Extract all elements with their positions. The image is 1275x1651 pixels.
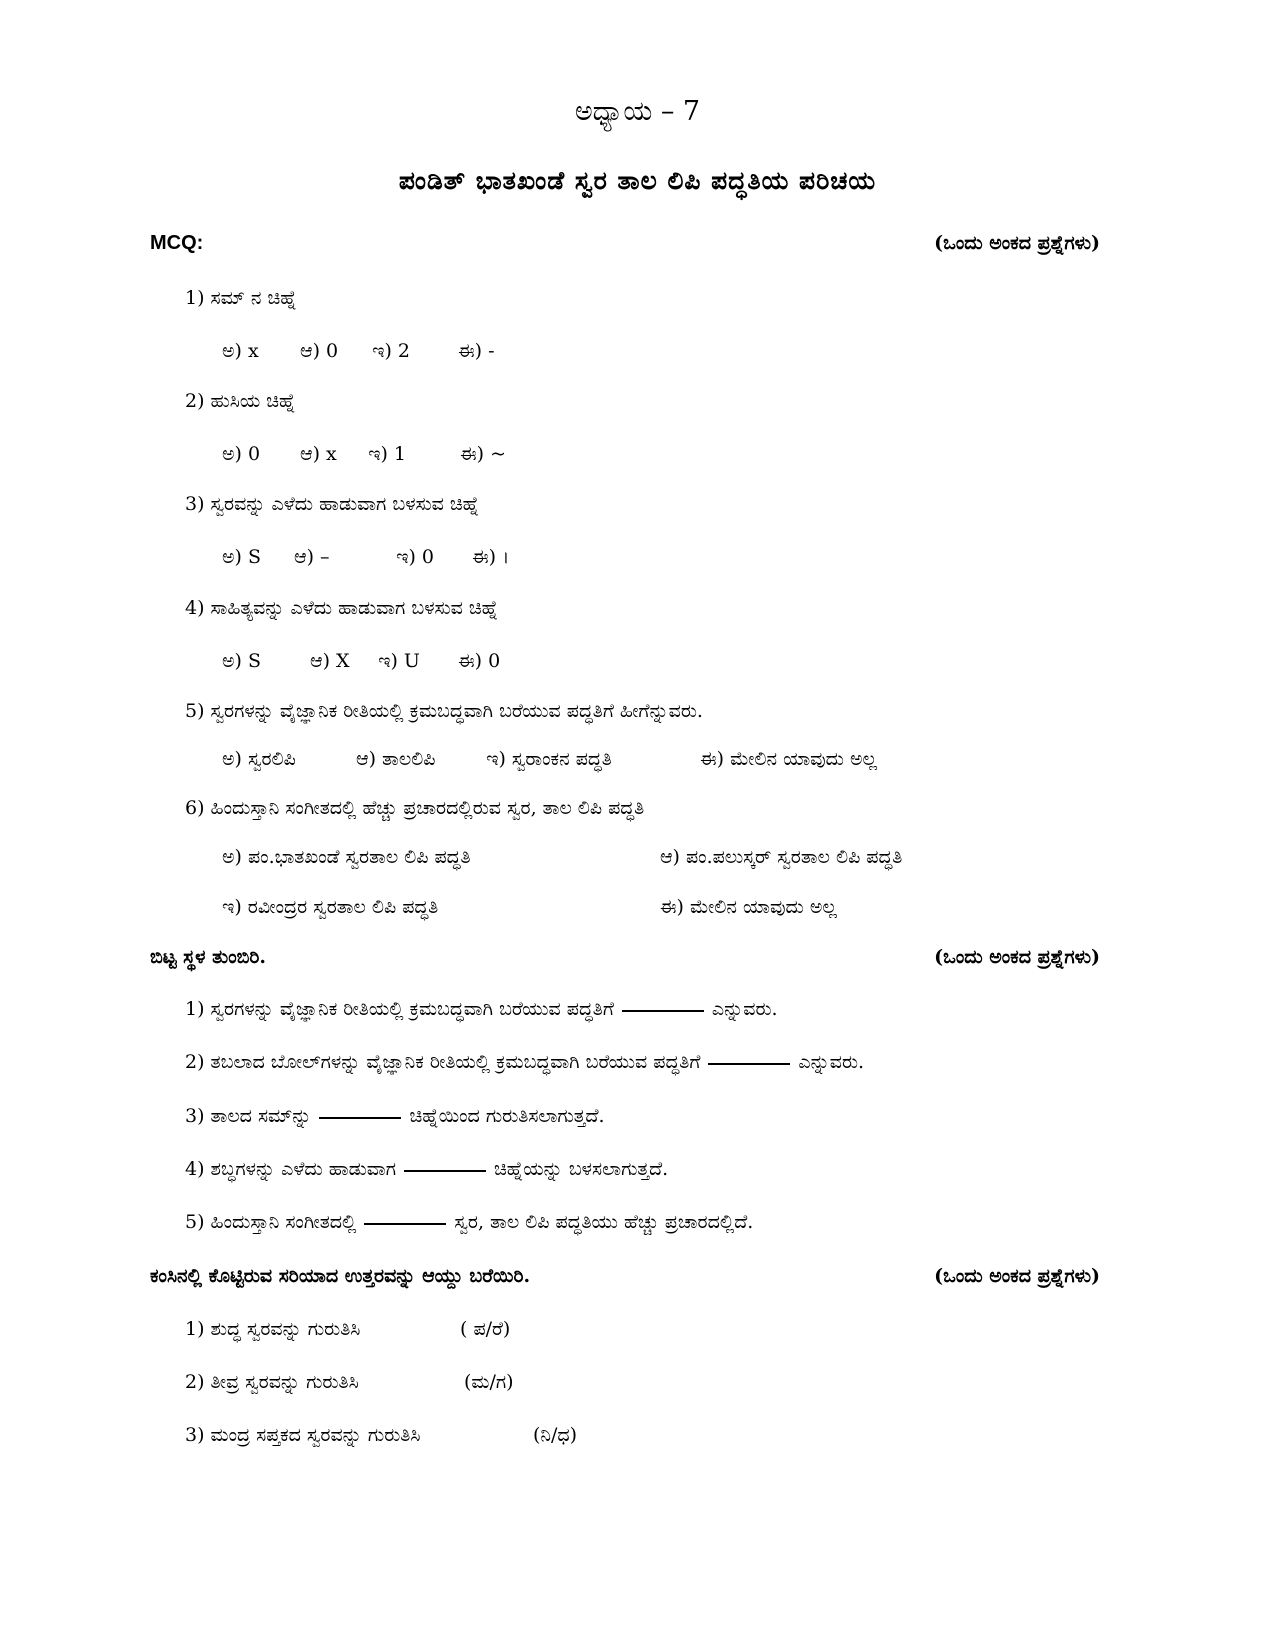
blank-line (708, 1062, 790, 1065)
option: ಇ) ಸ್ವರಾಂಕನ ಪದ್ಧತಿ (486, 748, 612, 770)
option: ಆ) 0 (300, 340, 339, 362)
fill-item-1 (185, 998, 778, 1020)
option: ಈ) ಮೇಲಿನ ಯಾವುದು ಅಲ್ಲ (660, 896, 837, 918)
option: ಈ) ~ (460, 443, 507, 465)
mcq-question-2: 2) ಹುಸಿಯ ಚಿಹ್ನೆ (185, 390, 296, 412)
option: ಆ) ಪಂ.ಪಲುಸ್ಕರ್ ಸ್ವರತಾಲ ಲಿಪಿ ಪದ್ಧತಿ (660, 846, 903, 868)
fill-text: 2) ತಬಲಾದ ಬೋಲ್‌ಗಳನ್ನು ವೈಜ್ಞಾನಿಕ ರೀತಿಯಲ್ಲಿ ಕ್ರಮಬದ್ಧವಾಗಿ ಬರೆಯುವ ಪದ್ಧತಿಗೆ (185, 1051, 701, 1073)
option: ಅ) ಸ್ವರಲಿಪಿ (222, 748, 296, 770)
option: ಅ) ಪಂ.ಭಾತಖಂಡೆ ಸ್ವರತಾಲ ಲಿಪಿ ಪದ್ಧತಿ (222, 846, 471, 868)
fill-text: 3) ತಾಲದ ಸಮ್‌ನ್ನು (185, 1105, 312, 1127)
fill-text: 4) ಶಬ್ಧಗಳನ್ನು ಎಳೆದು ಹಾಡುವಾಗ (185, 1158, 396, 1180)
mcq-options-1 (222, 340, 495, 362)
mcq-question-4: 4) ಸಾಹಿತ್ಯವನ್ನು ಎಳೆದು ಹಾಡುವಾಗ ಬಳಸುವ ಚಿಹ್ನೆ (185, 597, 499, 619)
fill-blanks-heading: ಬಿಟ್ಟ ಸ್ಥಳ ತುಂಬಿರಿ. (150, 946, 267, 968)
fill-item-4 (185, 1158, 668, 1180)
option: ಅ) 0 (222, 443, 261, 465)
chapter-heading: ಅಧ್ಯಾಯ – 7 (574, 96, 701, 127)
option: ಇ) 2 (372, 340, 410, 362)
option: ಈ) - (458, 340, 495, 362)
fill-text: ಚಿಹ್ನೆಯಿಂದ ಗುರುತಿಸಲಾಗುತ್ತದೆ. (409, 1105, 605, 1127)
mcq-options-4 (222, 650, 500, 672)
marks-label-fill: (ಒಂದು ಅಂಕದ ಪ್ರಶ್ನೆಗಳು) (934, 946, 1100, 968)
fill-item-5 (185, 1211, 753, 1233)
page-title: ಪಂಡಿತ್ ಭಾತಖಂಡೆ ಸ್ವರ ತಾಲ ಲಿಪಿ ಪದ್ಧತಿಯ ಪರಿಚಯ (398, 166, 877, 195)
fill-text: ಚಿಹ್ನೆಯನ್ನು ಬಳಸಲಾಗುತ್ತದೆ. (494, 1158, 669, 1180)
option: ಈ) 0 (458, 650, 501, 672)
choose-choices-2: (ಮ/ಗ) (464, 1371, 514, 1393)
mcq-options-2 (222, 443, 506, 465)
option: ಅ) S (222, 650, 261, 672)
fill-text: ಸ್ವರ, ತಾಲ ಲಿಪಿ ಪದ್ಧತಿಯು ಹೆಚ್ಚು ಪ್ರಚಾರದಲ್ಲಿದೆ. (454, 1211, 754, 1233)
option: ಇ) ರವೀಂದ್ರರ ಸ್ವರತಾಲ ಲಿಪಿ ಪದ್ಧತಿ (222, 896, 439, 918)
option: ಇ) 0 (396, 546, 434, 568)
option: ಈ) । (472, 546, 510, 568)
option: ಇ) U (378, 650, 420, 672)
blank-line (622, 1009, 704, 1012)
option: ಇ) 1 (368, 443, 406, 465)
mcq-heading: MCQ: (150, 232, 204, 254)
choose-choices-3: (ನಿ/ಧ) (533, 1424, 578, 1446)
mcq-question-6: 6) ಹಿಂದುಸ್ತಾನಿ ಸಂಗೀತದಲ್ಲಿ ಹೆಚ್ಚು ಪ್ರಚಾರದಲ್ಲಿರುವ ಸ್ವರ, ತಾಲ ಲಿಪಿ ಪದ್ಧತಿ (185, 797, 645, 819)
fill-item-3 (185, 1105, 605, 1127)
choose-question-1: 1) ಶುದ್ಧ ಸ್ವರವನ್ನು ಗುರುತಿಸಿ (185, 1318, 361, 1340)
option: ಅ) S (222, 546, 261, 568)
blank-line (404, 1169, 486, 1172)
option: ಆ) ತಾಲಲಿಪಿ (356, 748, 436, 770)
choose-question-2: 2) ತೀವ್ರ ಸ್ವರವನ್ನು ಗುರುತಿಸಿ (185, 1371, 359, 1393)
fill-text: 5) ಹಿಂದುಸ್ತಾನಿ ಸಂಗೀತದಲ್ಲಿ (185, 1211, 357, 1233)
choose-heading: ಕಂಸಿನಲ್ಲಿ ಕೊಟ್ಟಿರುವ ಸರಿಯಾದ ಉತ್ತರವನ್ನು ಆಯ್ದು ಬರೆಯಿರಿ. (150, 1265, 531, 1287)
mcq-question-1: 1) ಸಮ್ ನ ಚಿಹ್ನೆ (185, 287, 297, 309)
marks-label-mcq: (ಒಂದು ಅಂಕದ ಪ್ರಶ್ನೆಗಳು) (934, 232, 1100, 254)
choose-question-3: 3) ಮಂದ್ರ ಸಪ್ತಕದ ಸ್ವರವನ್ನು ಗುರುತಿಸಿ (185, 1424, 421, 1446)
option: ಆ) x (300, 443, 337, 465)
option: ಈ) ಮೇಲಿನ ಯಾವುದು ಅಲ್ಲ (700, 748, 878, 770)
mcq-question-5: 5) ಸ್ವರಗಳನ್ನು ವೈಜ್ಞಾನಿಕ ರೀತಿಯಲ್ಲಿ ಕ್ರಮಬದ್ಧವಾಗಿ ಬರೆಯುವ ಪದ್ಧತಿಗೆ ಹೀಗೆನ್ನುವರು. (185, 700, 703, 722)
option: ಆ) X (310, 650, 350, 672)
marks-label-choose: (ಒಂದು ಅಂಕದ ಪ್ರಶ್ನೆಗಳು) (934, 1265, 1100, 1287)
fill-text: 1) ಸ್ವರಗಳನ್ನು ವೈಜ್ಞಾನಿಕ ರೀತಿಯಲ್ಲಿ ಕ್ರಮಬದ್ಧವಾಗಿ ಬರೆಯುವ ಪದ್ಧತಿಗೆ (185, 998, 614, 1020)
choose-choices-1: ( ಪ/ರೆ) (460, 1318, 511, 1340)
blank-line (319, 1116, 401, 1119)
mcq-question-3: 3) ಸ್ವರವನ್ನು ಎಳೆದು ಹಾಡುವಾಗ ಬಳಸುವ ಚಿಹ್ನೆ (185, 493, 480, 515)
fill-text: ಎನ್ನುವರು. (711, 998, 778, 1020)
fill-item-2 (185, 1051, 864, 1073)
option: ಅ) x (222, 340, 259, 362)
fill-text: ಎನ್ನುವರು. (798, 1051, 865, 1073)
mcq-options-3 (222, 546, 509, 568)
option: ಆ) – (294, 546, 330, 568)
mcq-options-5 (222, 748, 877, 770)
blank-line (364, 1222, 446, 1225)
